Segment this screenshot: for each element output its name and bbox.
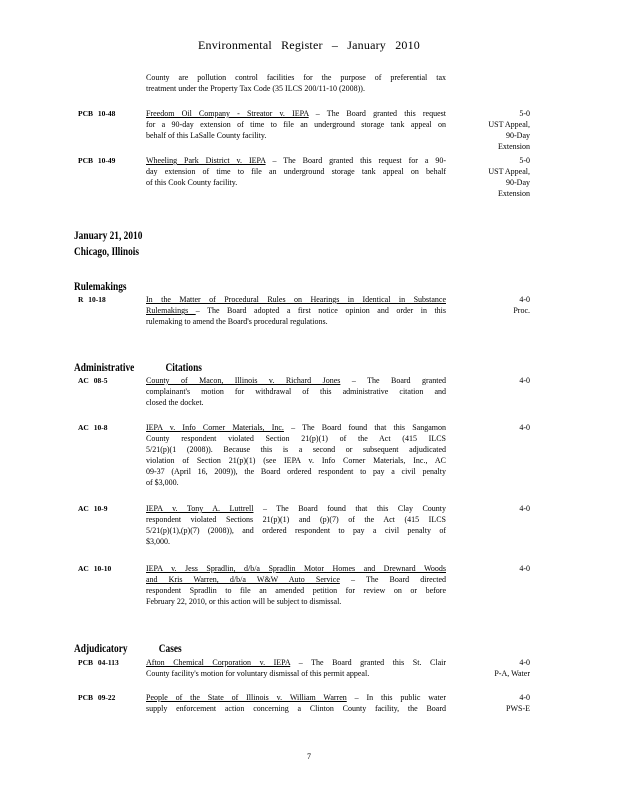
section-heading-right: Cases	[158, 641, 182, 655]
entry-description	[146, 503, 446, 547]
vote-count: 4-0	[519, 658, 530, 667]
case-type: UST Appeal,	[488, 167, 530, 176]
vote-count: 4-0	[519, 504, 530, 513]
description-line: for a 90-day extension of time to file an underground storage tank appeal on	[146, 120, 446, 129]
case-number: PCB 09-22	[78, 693, 116, 702]
description-line: County of Macon, Illinois v. Richard Jones – The Board granted	[146, 376, 446, 385]
entry-description	[146, 657, 446, 679]
vote-count: 4-0	[519, 693, 530, 702]
vote-column	[450, 422, 530, 433]
description-line: day extension of time to file an underground storage tank appeal on behalf	[146, 167, 446, 176]
section-heading-right: Citations	[165, 360, 202, 374]
description-line: Freedom Oil Company - Streator v. IEPA – The Board granted this request	[146, 109, 446, 118]
vote-count: 4-0	[519, 376, 530, 385]
case-number: PCB 04-113	[78, 658, 119, 667]
description-line: IEPA v. Tony A. Luttrell – The Board found that this Clay County	[146, 504, 446, 513]
description-line: Wheeling Park District v. IEPA – The Board granted this request for a 90-	[146, 156, 446, 165]
vote-column	[450, 657, 530, 679]
case-type: Proc.	[513, 306, 530, 315]
description-line: complainant's motion for withdrawal of this administrative citation and	[146, 387, 446, 396]
description-line: closed the docket.	[146, 398, 204, 407]
section-heading-rulemakings: Rulemakings	[74, 279, 127, 293]
case-type: 90-Day	[506, 178, 530, 187]
vote-count: 5-0	[519, 109, 530, 118]
description-line: IEPA v. Info Corner Materials, Inc. – The Board found that this Sangamon	[146, 423, 446, 432]
description-line: County are pollution control facilities for the purpose of preferential tax	[146, 73, 446, 82]
entry-description	[146, 692, 446, 714]
section-heading-administrative-citations	[74, 360, 202, 374]
description-line: 5/21(p)(1 (2008)). Because this is a second or subsequent adjudicated	[146, 445, 446, 454]
case-number: PCB 10-49	[78, 156, 116, 165]
description-line: In the Matter of Procedural Rules on Hearings in Identical in Substance	[146, 295, 446, 304]
vote-column	[450, 155, 530, 199]
description-line: People of the State of Illinois v. William Warren – In this public water	[146, 693, 446, 702]
description-line: of this Cook County facility.	[146, 178, 238, 187]
case-type: PWS-E	[506, 704, 530, 713]
case-number: R 10-18	[78, 295, 106, 304]
entry-description	[146, 563, 446, 607]
case-type: Extension	[498, 142, 530, 151]
section-heading-left: Administrative	[74, 360, 135, 374]
vote-count: 4-0	[519, 564, 530, 573]
description-line: Afton Chemical Corporation v. IEPA – The Board granted this St. Clair	[146, 658, 447, 667]
vote-column	[450, 375, 530, 386]
vote-column	[450, 692, 530, 714]
description-line: and Kris Warren, d/b/a W&W Auto Service – The Board directed	[146, 575, 446, 584]
vote-column	[450, 108, 530, 152]
description-line: respondent violated Sections 21(p)(1) and (p)(7) of the Act (415 ILCS	[146, 515, 446, 524]
vote-column	[450, 503, 530, 514]
page-header: Environmental Register – January 2010	[197, 38, 421, 52]
description-line: 09-37 (April 16, 2009)), the Board ordered respondent to pay a civil penalty	[146, 467, 446, 476]
description-line: $3,000.	[146, 537, 170, 546]
description-line: Rulemakings – The Board adopted a first notice opinion and order in this	[146, 306, 446, 315]
entry-description	[146, 155, 446, 188]
meeting-place: Chicago, Illinois	[74, 244, 140, 258]
case-number: AC 08-5	[78, 376, 108, 385]
vote-count: 5-0	[519, 156, 530, 165]
case-type: UST Appeal,	[488, 120, 530, 129]
description-line: rulemaking to amend the Board's procedural regulations.	[146, 317, 328, 326]
case-number: AC 10-8	[78, 423, 108, 432]
description-line: County facility's motion for voluntary dismissal of this permit appeal.	[146, 669, 370, 678]
section-heading-left: Adjudicatory	[74, 641, 128, 655]
description-line: treatment under the Property Tax Code (35 ILCS 200/11-10 (2008)).	[146, 84, 365, 93]
case-type: 90-Day	[506, 131, 530, 140]
description-line: IEPA v. Jess Spradlin, d/b/a Spradlin Motor Homes and Drewnard Woods	[146, 564, 446, 573]
meeting-date: January 21, 2010	[74, 228, 143, 242]
description-line: behalf of this LaSalle County facility.	[146, 131, 267, 140]
case-type: P-A, Water	[494, 669, 530, 678]
entry-description	[146, 72, 446, 94]
vote-count: 4-0	[519, 295, 530, 304]
entry-description	[146, 108, 446, 141]
description-line: 5/21(p)(1),(p)(7) (2008)), and ordered respondent to pay a civil penalty of	[146, 526, 446, 535]
description-line: February 22, 2010, or this action will be subject to dismissal.	[146, 597, 342, 606]
vote-count: 4-0	[519, 423, 530, 432]
description-line: of $3,000.	[146, 478, 179, 487]
entry-description	[146, 294, 446, 327]
vote-column	[450, 563, 530, 574]
case-number: AC 10-10	[78, 564, 112, 573]
description-line: respondent Spradlin to file an amended petition for review on or before	[146, 586, 446, 595]
section-heading-adjudicatory-cases	[74, 641, 182, 655]
vote-column	[450, 294, 530, 316]
entry-description	[146, 375, 446, 408]
entry-description	[146, 422, 446, 488]
description-line: violation of Section 21(p)(1) (see IEPA v. Info Corner Materials, Inc., AC	[146, 456, 446, 465]
case-number: AC 10-9	[78, 504, 108, 513]
description-line: supply enforcement action concerning a Clinton County facility, the Board	[146, 704, 446, 713]
description-line: County respondent violated Section 21(p)(1) of the Act (415 ILCS	[146, 434, 446, 443]
page-number: 7	[307, 752, 311, 761]
case-number: PCB 10-48	[78, 109, 116, 118]
case-type: Extension	[498, 189, 530, 198]
